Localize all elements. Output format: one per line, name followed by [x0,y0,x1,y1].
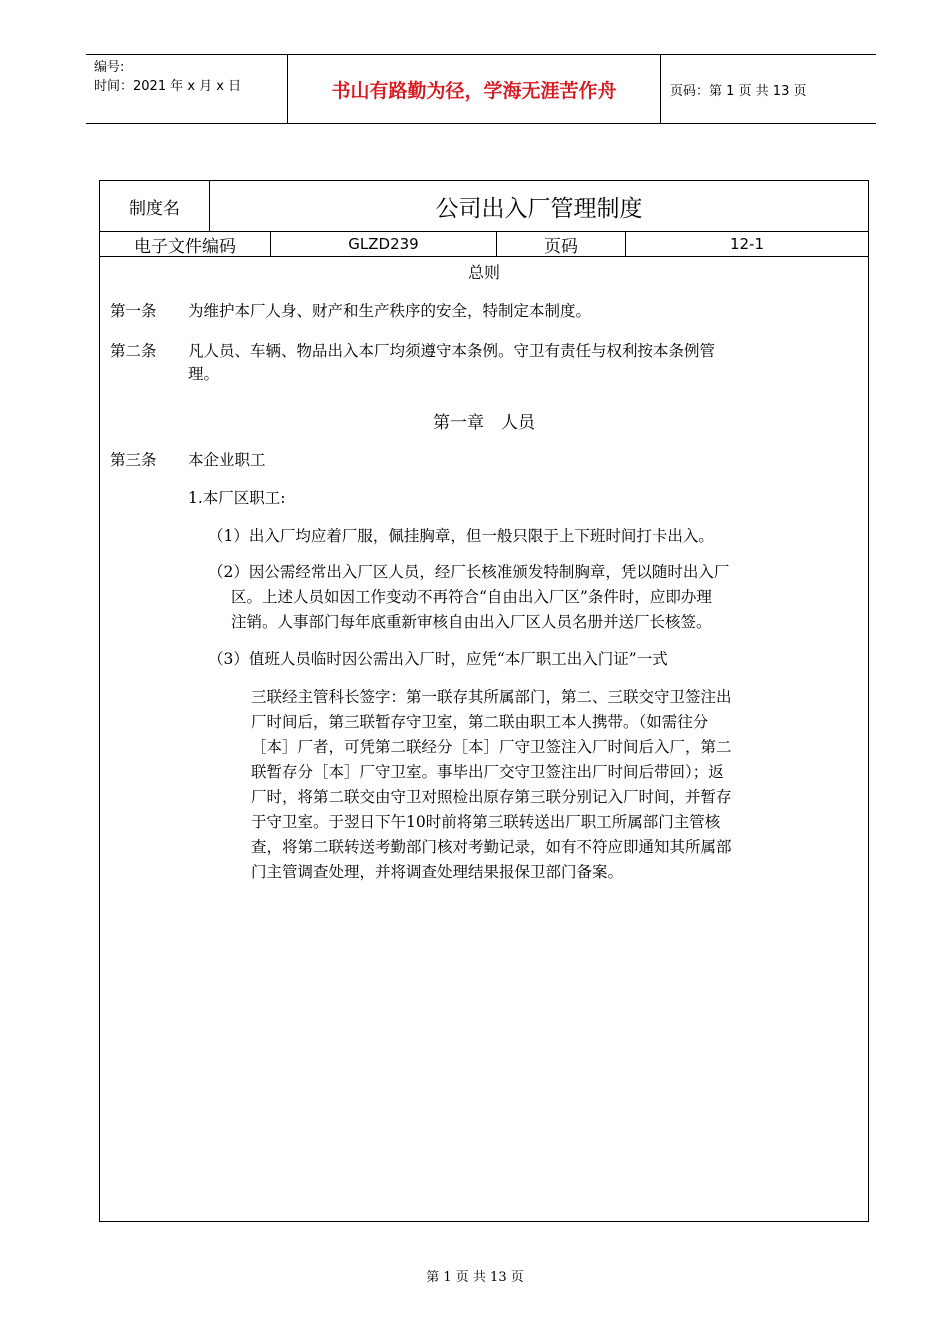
paragraph-line: 于守卫室。于翌日下午10时前将第三联转送出厂职工所属部门主管核 [251,813,721,831]
page-header [86,54,876,124]
article-2-label: 第二条 [110,342,157,360]
document-number-label: 编号: [94,60,125,75]
paragraph-line: 厂时间后，第三联暂存守卫室，第二联由职工本人携带。（如需往分 [251,713,709,731]
section-heading: 总则 [467,263,500,282]
code-row [100,232,868,257]
article-1-label: 第一条 [110,302,157,320]
file-code-value: GLZD239 [348,235,419,253]
article-1-text: 为维护本厂人身、财产和生产秩序的安全，特制定本制度。 [188,302,592,320]
header-page-info: 页码：第 1 页 共 13 页 [670,83,807,99]
header-divider [660,55,661,123]
sub-item-3: （3）值班人员临时因公需出入厂时，应凭“本厂职工出入门证”一式 [208,650,668,668]
page-footer: 第 1 页 共 13 页 [426,1270,524,1285]
paragraph-line: 门主管调查处理，并将调查处理结果报保卫部门备案。 [251,863,624,881]
paragraph-line: 联暂存分［本］厂守卫室。事毕出厂交守卫签注出厂时间后带回）；返 [251,763,724,781]
title-row [100,181,868,232]
article-2-text: 凡人员、车辆、物品出入本厂均须遵守本条例。守卫有责任与权利按本条例管 [188,342,716,360]
paragraph-line: 三联经主管科长签字：第一联存其所属部门，第二、三联交守卫签注出 [251,688,732,706]
paragraph-line: 查，将第二联转送考勤部门核对考勤记录，如有不符应即通知其所属部 [251,838,732,856]
list-item: 1.本厂区职工: [188,489,286,507]
sub-item-2: （2）因公需经常出入厂区人员，经厂长核准颁发特制胸章，凭以随时出入厂 [208,563,730,581]
header-meta [94,58,241,96]
article-3-label: 第三条 [110,451,157,469]
chapter-heading: 第一章 人员 [433,413,535,433]
article-3-text: 本企业职工 [188,451,266,469]
regulation-name-label: 制度名 [129,198,180,219]
page-label: 页码 [544,236,578,257]
sub-item-1: （1）出入厂均应着厂服，佩挂胸章，但一般只限于上下班时间打卡出入。 [208,527,714,545]
paragraph-line: 厂时，将第二联交由守卫对照检出原存第三联分别记入厂时间，并暂存 [251,788,732,806]
article-2-text: 理。 [188,365,220,383]
document-frame [99,180,869,1222]
header-motto: 书山有路勤为径，学海无涯苦作舟 [331,79,617,102]
sub-item-2-cont: 注销。人事部门每年底重新审核自由出入厂区人员名册并送厂长核签。 [231,613,712,631]
sub-item-2-cont: 区。上述人员如因工作变动不再符合“自由出入厂区”条件时，应即办理 [231,588,712,606]
paragraph-line: ［本］厂者，可凭第二联经分［本］厂守卫签注入厂时间后入厂，第二 [251,738,732,756]
page-value: 12-1 [729,235,765,253]
file-code-label: 电子文件编码 [134,236,236,257]
document-time-label: 时间：2021 年 x 月 x 日 [94,79,242,94]
regulation-title: 公司出入厂管理制度 [435,195,643,222]
